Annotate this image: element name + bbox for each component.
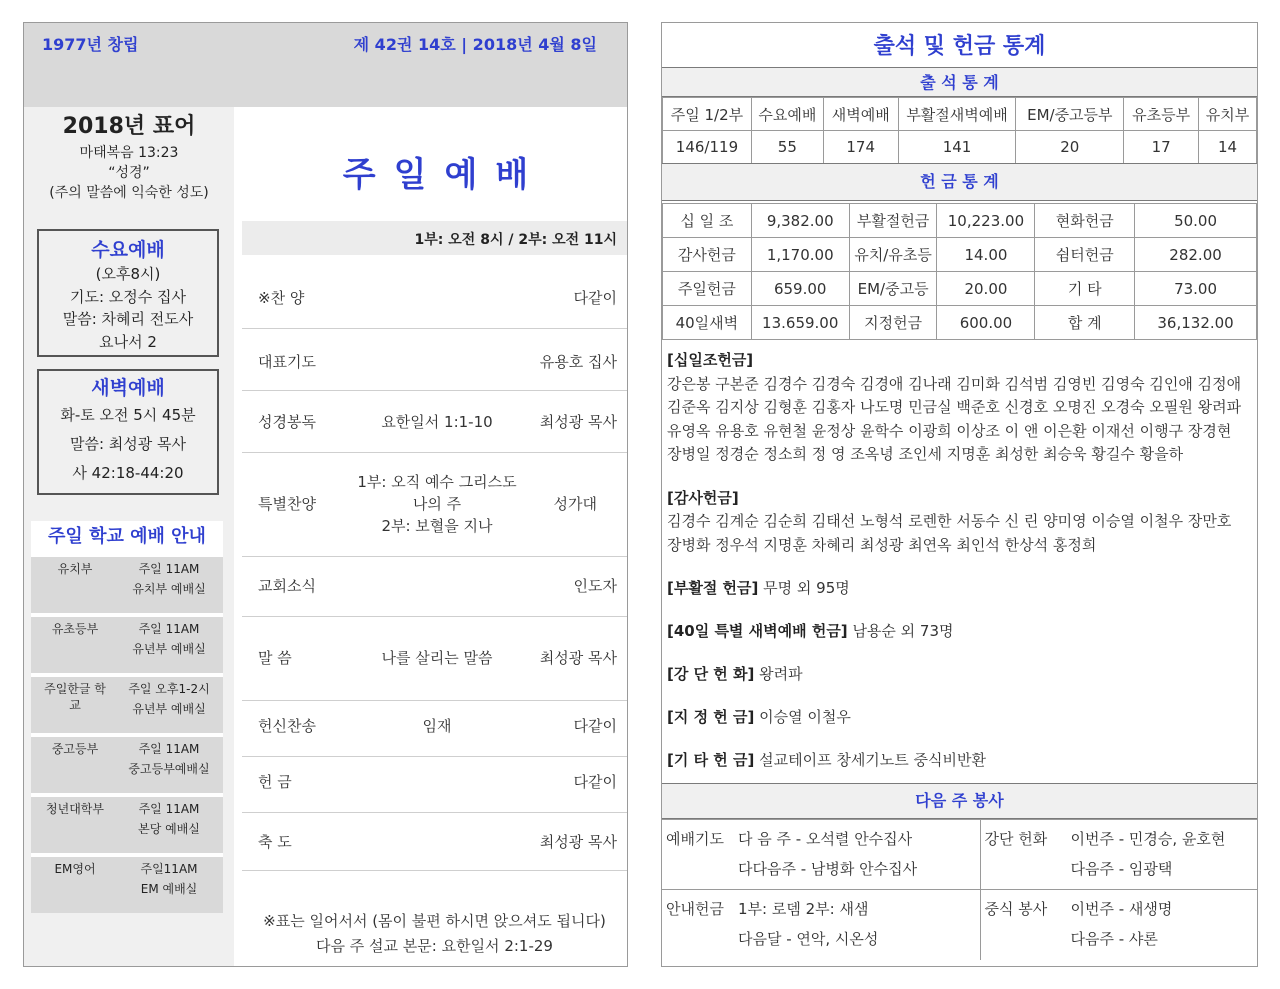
offering-label: 주일헌금 <box>663 272 752 306</box>
wednesday-sermon: 말씀: 차혜리 전도사 <box>62 310 194 328</box>
school-room: 유년부 예배실 <box>132 642 206 656</box>
offering-amount: 50.00 <box>1135 204 1257 238</box>
order-leader: 인도자 <box>573 577 617 595</box>
designated-text: 이승열 이철우 <box>754 708 851 726</box>
school-row <box>31 853 223 913</box>
tithe-names: 김준옥 김지상 김형훈 김홍자 나도명 민금실 백준호 신경호 오명진 오경숙 오필원 왕려파 <box>667 398 1242 416</box>
order-row <box>242 557 627 617</box>
offering-amount: 659.00 <box>751 272 849 306</box>
offering-amount: 600.00 <box>937 306 1035 340</box>
school-room: EM 예배실 <box>140 882 198 896</box>
easter-title: [부활절 헌금] <box>667 579 759 597</box>
dawn-service-box <box>37 369 219 495</box>
offering-row <box>663 238 1257 272</box>
school-row <box>31 553 223 613</box>
tithe-names: 유영옥 유용호 유현철 윤정상 윤학수 이광희 이상조 이 앤 이은환 이재선 이행구 장경현 <box>667 421 1232 440</box>
offering-amount: 14.00 <box>937 238 1035 272</box>
next-sermon-note: 다음 주 설교 본문: 요한일서 2:1-29 <box>316 937 553 955</box>
school-dept: 중고등부 <box>51 742 99 756</box>
right-page <box>661 22 1258 967</box>
order-item: 말 씀 <box>258 649 292 667</box>
thanks-title: [감사헌금] <box>667 488 739 507</box>
sidebar <box>24 107 234 966</box>
school-dept: 유초등부 <box>51 622 99 636</box>
next-week-row <box>662 820 1257 890</box>
tithe-title: [십일조헌금] <box>667 351 754 369</box>
attendance-table <box>662 97 1257 164</box>
usher-label: 안내헌금 <box>666 900 724 918</box>
altar-title: [강 단 헌 화] <box>667 665 755 683</box>
order-item: 성경봉독 <box>258 413 316 431</box>
school-room: 중고등부예배실 <box>128 762 210 776</box>
easter-offering <box>667 577 1252 601</box>
dawn40-offering <box>667 620 1252 644</box>
sunday-school-title: 주일 학교 예배 안내 <box>31 521 223 553</box>
bulletin-header <box>24 23 627 107</box>
donor-lists <box>667 349 1252 792</box>
school-time: 주일 11AM <box>138 742 200 756</box>
order-leader: 최성광 목사 <box>539 413 617 431</box>
next-week-table <box>662 819 1257 960</box>
wednesday-prayer: 기도: 오정수 집사 <box>69 287 187 306</box>
school-row <box>31 613 223 673</box>
dawn-time: 화-토 오전 5시 45분 <box>60 406 196 424</box>
order-content: 나를 살리는 말씀 <box>381 649 493 667</box>
attendance-header: 부활절새벽예배 <box>898 98 1016 131</box>
order-leader: 최성광 목사 <box>539 649 617 667</box>
dawn-title: 새벽예배 <box>91 377 165 399</box>
offering-amount: 9,382.00 <box>751 204 849 238</box>
flower-label: 강단 헌화 <box>984 830 1048 848</box>
attendance-value-row <box>663 131 1257 164</box>
order-row <box>242 813 627 871</box>
prayer-label: 예배기도 <box>666 830 724 848</box>
founded-text: 1977년 창립 <box>42 35 139 54</box>
offering-amount: 13.659.00 <box>751 306 849 340</box>
designated-offering <box>667 706 1252 730</box>
order-item: 헌 금 <box>258 773 292 791</box>
thanks-names: 장병화 정우석 지명훈 차혜리 최성광 최연옥 최인석 한상석 홍정희 <box>667 535 1097 554</box>
attendance-value: 20 <box>1016 131 1124 164</box>
attendance-header: 새벽예배 <box>823 98 898 131</box>
usher-duty <box>662 890 980 960</box>
sunday-worship <box>242 107 627 966</box>
attendance-header: 주일 1/2부 <box>663 98 752 131</box>
order-content-line-1: 1부: 오직 예수 그리스도 <box>357 473 517 491</box>
offering-label: 기 타 <box>1035 272 1135 306</box>
attendance-header-row <box>663 98 1257 131</box>
school-dept: 청년대학부 <box>46 802 104 816</box>
school-room: 유치부 예배실 <box>132 582 206 596</box>
offering-amount: 1,170.00 <box>751 238 849 272</box>
offering-amount: 282.00 <box>1135 238 1257 272</box>
lunch-label: 중식 봉사 <box>984 900 1048 918</box>
order-item: 축 도 <box>258 833 292 851</box>
attendance-header: EM/중고등부 <box>1016 98 1124 131</box>
order-row <box>242 757 627 813</box>
next-week-row <box>662 890 1257 960</box>
attendance-value: 141 <box>898 131 1016 164</box>
easter-text: 무명 외 95명 <box>758 579 850 597</box>
usher-next: 다음달 - 연악, 시온성 <box>738 930 879 948</box>
school-row <box>31 793 223 853</box>
attendance-value: 146/119 <box>663 131 752 164</box>
dawn40-text: 남용순 외 73명 <box>847 622 954 640</box>
worship-title: 주일예배 <box>342 155 547 195</box>
offering-label: 유치/유초등 <box>849 238 937 272</box>
issue-text: 제 42권 14호 | 2018년 4월 8일 <box>353 35 597 54</box>
order-item: 교회소식 <box>258 577 316 595</box>
offering-row <box>663 272 1257 306</box>
standing-note: ※표는 일어서서 (몸이 불편 하시면 앉으셔도 됩니다) <box>263 912 606 930</box>
worship-note <box>242 909 627 959</box>
order-item: 특별찬양 <box>258 495 316 513</box>
order-content: 요한일서 1:1-10 <box>381 413 493 431</box>
other-title: [기 타 헌 금] <box>667 751 755 769</box>
prayer-next: 다 음 주 - 오석렬 안수집사 <box>738 830 913 848</box>
tithe-names: 강은봉 구본준 김경수 김경숙 김경애 김나래 김미화 김석범 김영빈 김영숙 김인애 김정애 <box>667 374 1242 393</box>
order-item: ※찬 양 <box>258 289 305 307</box>
wednesday-service-box <box>37 229 219 357</box>
order-row <box>242 329 627 391</box>
left-page <box>23 22 628 967</box>
attendance-header: 수요예배 <box>751 98 823 131</box>
altar-flowers <box>667 663 1252 687</box>
school-time: 주일 11AM <box>138 622 200 636</box>
spacer <box>667 467 1252 487</box>
motto-title: 2018년 표어 <box>62 114 196 139</box>
dawn-sermon: 말씀: 최성광 목사 <box>69 435 187 453</box>
wednesday-scripture: 요나서 2 <box>99 332 157 351</box>
motto-quote: “성경” <box>108 165 150 181</box>
order-content-line-2: 나의 주 <box>412 495 462 513</box>
dawn40-title: [40일 특별 새벽예배 헌금] <box>667 622 848 640</box>
wednesday-title: 수요예배 <box>91 239 165 261</box>
offering-label: 합 계 <box>1035 306 1135 340</box>
offering-amount: 20.00 <box>937 272 1035 306</box>
offering-title: 헌 금 통 계 <box>662 163 1257 201</box>
motto-block <box>24 111 234 203</box>
lunch-next: 다음주 - 샤론 <box>1070 930 1158 948</box>
worship-times-band <box>242 221 627 255</box>
flower-duty <box>980 820 1257 890</box>
order-leader: 다같이 <box>573 773 617 791</box>
order-row <box>242 453 627 557</box>
sunday-school-guide <box>31 521 223 913</box>
offering-label: 40일새벽 <box>663 306 752 340</box>
school-row <box>31 733 223 793</box>
order-row <box>242 701 627 757</box>
prayer-duty <box>662 820 980 890</box>
thanks-names: 김경수 김계순 김순희 김태선 노형석 로렌한 서동수 신 린 양미영 이승열 이철우 장만호 <box>667 512 1232 530</box>
attendance-value: 55 <box>751 131 823 164</box>
offering-amount: 10,223.00 <box>937 204 1035 238</box>
offering-label: 쉼터헌금 <box>1035 238 1135 272</box>
order-row <box>242 617 627 701</box>
prayer-after: 다다음주 - 남병화 안수집사 <box>738 860 918 878</box>
attendance-value: 174 <box>823 131 898 164</box>
attendance-title: 출 석 통 계 <box>662 67 1257 97</box>
order-leader: 유용호 집사 <box>539 353 617 371</box>
motto-desc: (주의 말씀에 익숙한 성도) <box>49 185 209 201</box>
attendance-header: 유치부 <box>1199 98 1257 131</box>
order-leader: 최성광 목사 <box>539 833 617 851</box>
school-room: 유년부 예배실 <box>132 702 206 716</box>
flower-next: 다음주 - 임광택 <box>1070 860 1173 878</box>
attendance-value: 17 <box>1124 131 1199 164</box>
order-row <box>242 257 627 329</box>
flower-this: 이번주 - 민경승, 윤호현 <box>1070 830 1226 848</box>
attendance-header: 유초등부 <box>1124 98 1199 131</box>
offering-label: EM/중고등 <box>849 272 937 306</box>
order-leader: 다같이 <box>573 289 617 307</box>
offering-amount: 73.00 <box>1135 272 1257 306</box>
offering-label: 부활절헌금 <box>849 204 937 238</box>
school-time: 주일11AM <box>140 862 198 876</box>
lunch-this: 이번주 - 새생명 <box>1070 900 1173 918</box>
school-dept: EM영어 <box>54 862 96 876</box>
designated-title: [지 정 헌 금] <box>667 708 755 726</box>
next-week-title: 다음 주 봉사 <box>662 783 1257 819</box>
order-leader: 다같이 <box>573 717 617 735</box>
wednesday-time: (오후8시) <box>95 265 161 283</box>
other-offering <box>667 749 1252 773</box>
school-dept: 유치부 <box>57 562 93 576</box>
usher-this: 1부: 로뎀 2부: 새샘 <box>738 900 869 918</box>
school-row <box>31 673 223 733</box>
stats-title: 출석 및 헌금 통계 <box>873 34 1046 59</box>
offering-label: 감사헌금 <box>663 238 752 272</box>
motto-verse: 마태복음 13:23 <box>79 145 179 161</box>
offering-amount: 36,132.00 <box>1135 306 1257 340</box>
school-time: 주일 11AM <box>138 562 200 576</box>
other-text: 설교테이프 창세기노트 중식비반환 <box>754 751 986 769</box>
order-leader: 성가대 <box>553 495 597 513</box>
offering-row <box>663 204 1257 238</box>
offering-table <box>662 203 1257 340</box>
attendance-value: 14 <box>1199 131 1257 164</box>
order-row <box>242 391 627 453</box>
lunch-duty <box>980 890 1257 960</box>
dawn-scripture: 사 42:18-44:20 <box>72 464 184 482</box>
offering-row <box>663 306 1257 340</box>
school-room: 본당 예배실 <box>138 822 200 836</box>
offering-label: 현화헌금 <box>1035 204 1135 238</box>
school-dept: 주일한글 학교 <box>44 682 106 712</box>
order-item: 헌신찬송 <box>258 717 316 735</box>
order-content-line-3: 2부: 보혈을 지나 <box>381 517 493 535</box>
school-time: 주일 오후1-2시 <box>128 682 210 696</box>
altar-text: 왕려파 <box>754 665 803 683</box>
spacer <box>667 557 1252 577</box>
offering-label: 십 일 조 <box>663 204 752 238</box>
order-content: 임재 <box>422 717 452 735</box>
order-item: 대표기도 <box>258 353 316 371</box>
tithe-names: 장병일 정경순 정소희 정 영 조옥녕 조인세 지명훈 최성한 최승욱 황길수 황을하 <box>667 445 1184 463</box>
school-time: 주일 11AM <box>138 802 200 816</box>
offering-label: 지정헌금 <box>849 306 937 340</box>
worship-times: 1부: 오전 8시 / 2부: 오전 11시 <box>414 232 617 248</box>
